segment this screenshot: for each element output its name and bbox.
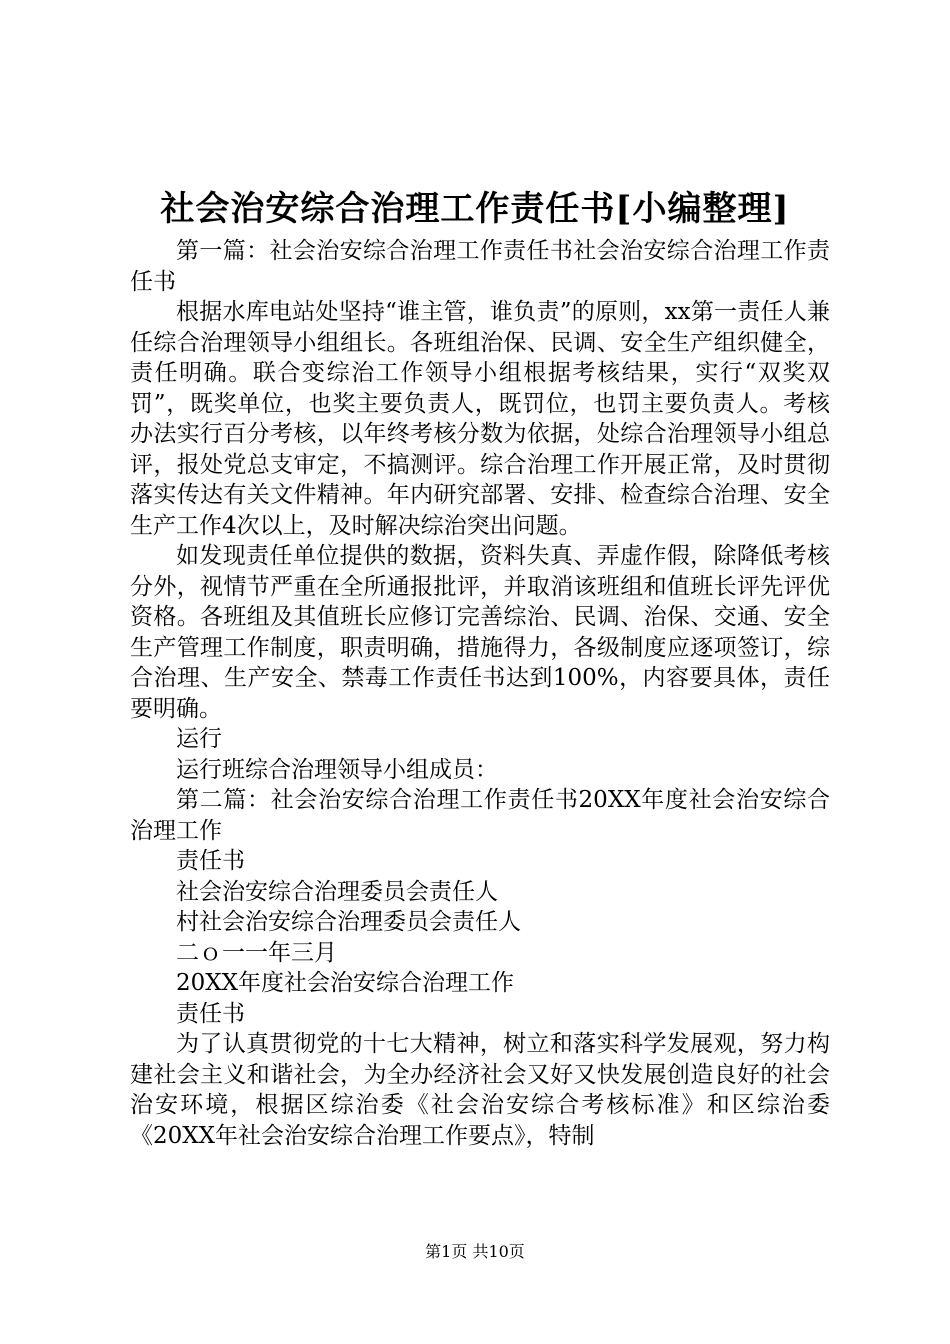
paragraph-responsibility: 根据水库电站处坚持“谁主管，谁负责”的原则，xx第一责任人兼任综合治理领导小组组长。各班组治保、民调、安全生产组织健全，责任明确。联合变综治工作领导小组根据考核结果，实行“双奖双罚”，既奖单位，也奖主要负责人，既罚位，也罚主要负责人。考核办法实行百分考核，以年终考核分数为依据，处综合治理领导小组总评，报处党总支审定，不搞测评。综合治理工作开展正常，及时贯彻落实传达有关文件精神。年内研究部署、安排、检查综合治理、安全生产工作4次以上，及时解决综治突出问题。 [130, 299, 830, 539]
paragraph-part1-heading: 第一篇：社会治安综合治理工作责任书社会治安综合治理工作责任书 [130, 238, 830, 295]
paragraph-date: 二ｏ一一年三月 [176, 939, 337, 966]
paragraph-annual-work: 20XX年度社会治安综合治理工作 [176, 970, 515, 996]
document-title: 社会治安综合治理工作责任书[小编整理] [160, 189, 790, 229]
page-footer: 第1页 共10页 [425, 1242, 525, 1261]
paragraph-responsibility-letter-2: 责任书 [176, 1000, 245, 1027]
paragraph-village-committee-responsible: 村社会治安综合治理委员会责任人 [176, 909, 521, 935]
paragraph-operation: 运行 [176, 726, 222, 752]
paragraph-committee-responsible: 社会治安综合治理委员会责任人 [176, 878, 498, 905]
document-body [130, 236, 830, 1151]
paragraph-responsibility-letter: 责任书 [176, 848, 245, 874]
paragraph-introduction: 为了认真贯彻党的十七大精神，树立和落实科学发展观，努力构建社会主义和谐社会，为全办经济社会又好又快发展创造良好的社会治安环境，根据区综治委《社会治安综合考核标准》和区综治委《20XX年社会治安综合治理工作要点》，特制 [130, 1031, 830, 1149]
paragraph-penalty: 如发现责任单位提供的数据，资料失真、弄虚作假，除降低考核分外，视情节严重在全所通报批评，并取消该班组和值班长评先评优资格。各班组及其值班长应修订完善综治、民调、治保、交通、安全生产管理工作制度，职责明确，措施得力，各级制度应逐项签订，综合治理、生产安全、禁毒工作责任书达到100%，内容要具体，责任要明确。 [130, 543, 830, 722]
paragraph-part2-heading: 第二篇：社会治安综合治理工作责任书20XX年度社会治安综合治理工作 [130, 787, 830, 844]
paragraph-team-members: 运行班综合治理领导小组成员： [176, 756, 498, 783]
